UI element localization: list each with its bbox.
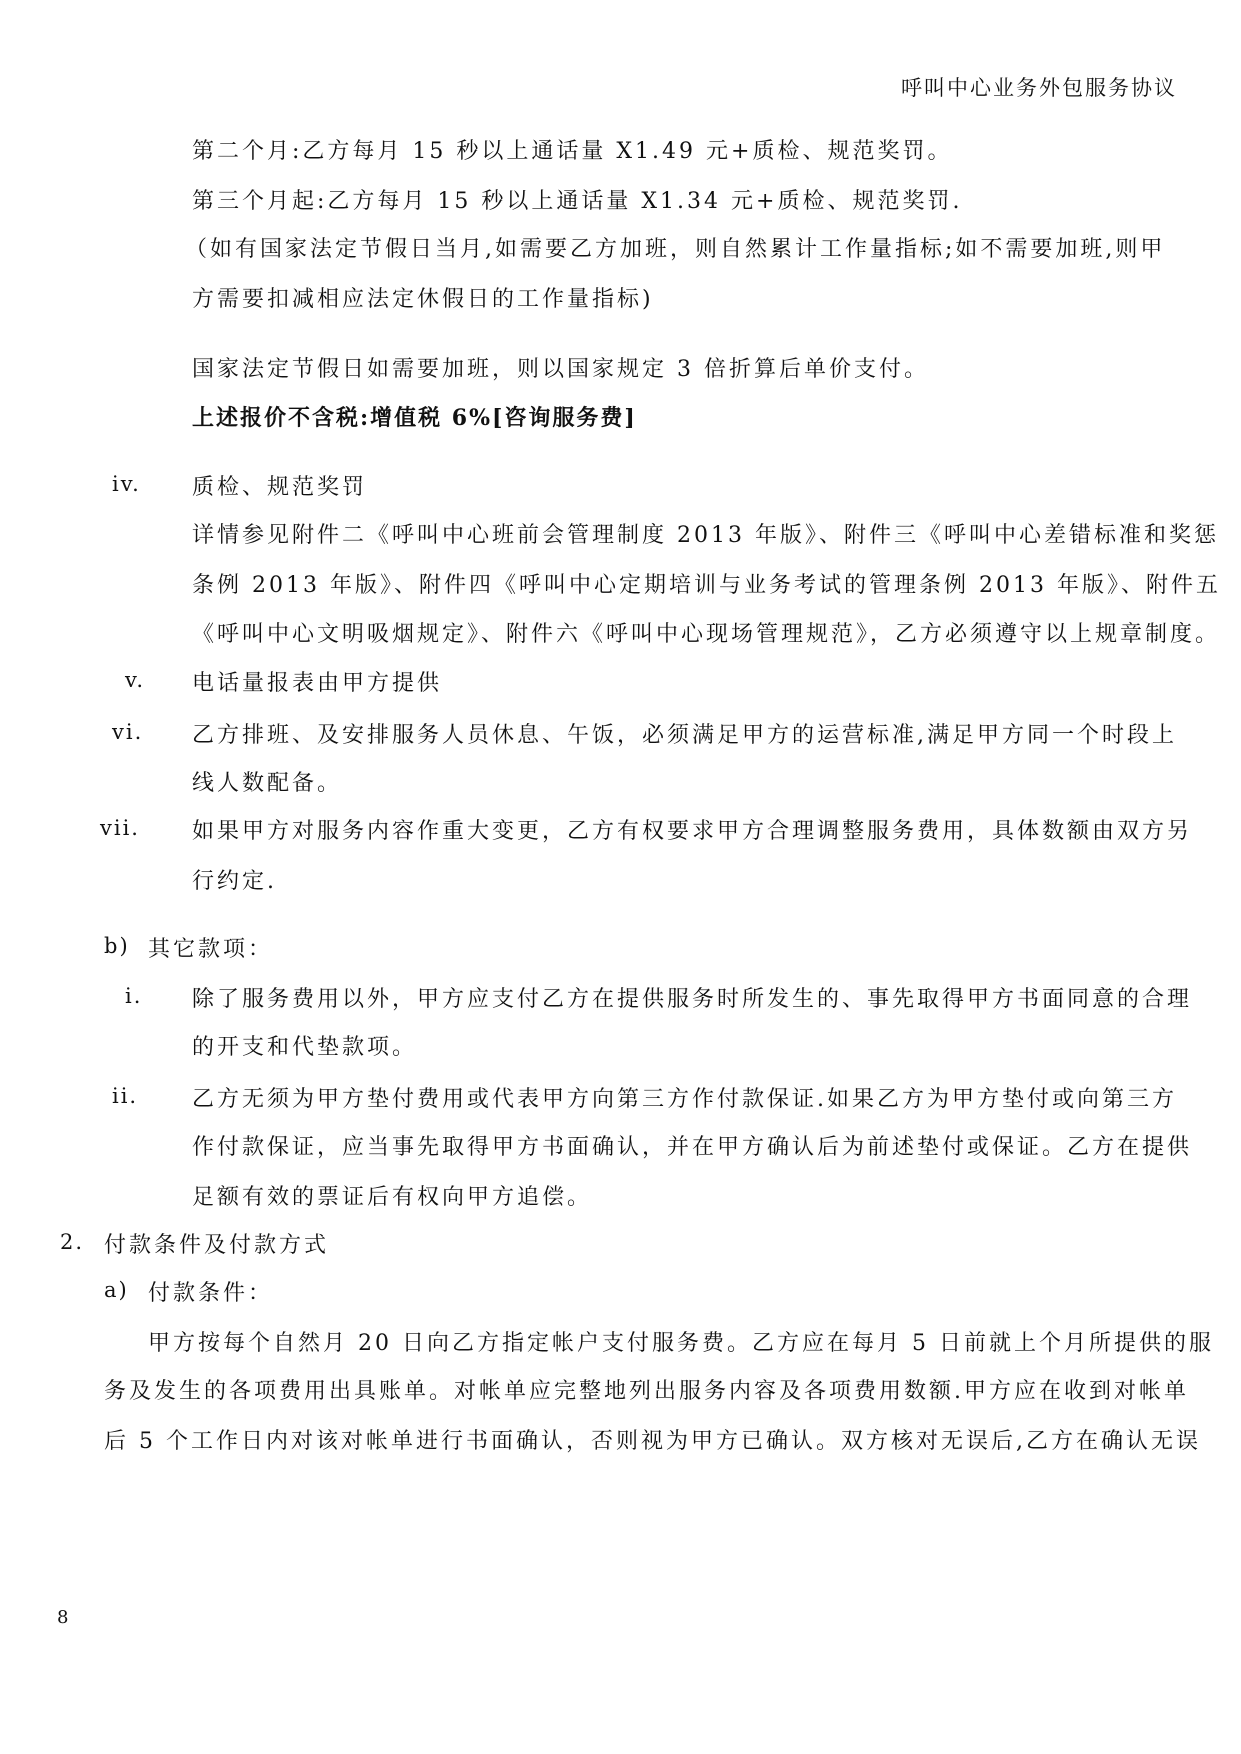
tax-note: 上述报价不含税:增值税 6%[咨询服务费] <box>192 405 637 431</box>
item-iv-line-1: 质检、规范奖罚 <box>192 475 368 500</box>
item-iv-line-3: 条例 2013 年版》、附件四《呼叫中心定期培训与业务考试的管理条例 2013 年版》、附件五 <box>192 573 1221 598</box>
item-vi-line-2: 线人数配备。 <box>192 771 343 796</box>
item-marker-iv: iv. <box>112 472 141 496</box>
section-b-item-ii-line-2: 作付款保证，应当事先取得甲方书面确认，并在甲方确认后为前述垫付或保证。乙方在提供 <box>192 1135 1193 1160</box>
item-vi-line-1: 乙方排班、及安排服务人员休息、午饭，必须满足甲方的运营标准,满足甲方同一个时段上 <box>192 723 1177 748</box>
section-b-item-ii-line-1: 乙方无须为甲方垫付费用或代表甲方向第三方作付款保证.如果乙方为甲方垫付或向第三方 <box>192 1087 1177 1112</box>
pricing-month3: 第三个月起:乙方每月 15 秒以上通话量 X1.34 元+质检、规范奖罚. <box>192 189 963 214</box>
section-2-marker: 2. <box>60 1230 85 1254</box>
item-marker-vi: vi. <box>112 720 144 744</box>
section-b-item-i-line-1: 除了服务费用以外，甲方应支付乙方在提供服务时所发生的、事先取得甲方书面同意的合理 <box>192 987 1193 1012</box>
section-2a-title: 付款条件： <box>148 1281 274 1306</box>
payment-paragraph-line-1: 甲方按每个自然月 20 日向乙方指定帐户支付服务费。乙方应在每月 5 日前就上个月所提供的服 <box>148 1331 1214 1356</box>
item-v-line-1: 电话量报表由甲方提供 <box>192 671 443 696</box>
holiday-note-line-2: 方需要扣减相应法定休假日的工作量指标) <box>192 287 654 312</box>
running-header: 呼叫中心业务外包服务协议 <box>901 76 1177 100</box>
section-b-item-i-line-2: 的开支和代垫款项。 <box>192 1035 418 1060</box>
section-b-item-marker-ii: ii. <box>112 1084 139 1108</box>
item-vii-line-2: 行约定. <box>192 869 277 894</box>
section-b-title: 其它款项： <box>148 937 274 962</box>
pricing-month2: 第二个月:乙方每月 15 秒以上通话量 X1.49 元+质检、规范奖罚。 <box>192 139 953 164</box>
payment-paragraph-line-2: 务及发生的各项费用出具账单。对帐单应完整地列出服务内容及各项费用数额.甲方应在收到对帐单 <box>104 1379 1189 1404</box>
page-number: 8 <box>57 1607 69 1628</box>
item-iv-line-2: 详情参见附件二《呼叫中心班前会管理制度 2013 年版》、附件三《呼叫中心差错标准和奖惩 <box>192 523 1219 548</box>
overtime-rule: 国家法定节假日如需要加班，则以国家规定 3 倍折算后单价支付。 <box>192 357 929 382</box>
section-2-title: 付款条件及付款方式 <box>104 1233 330 1258</box>
section-b-item-ii-line-3: 足额有效的票证后有权向甲方追偿。 <box>192 1185 593 1210</box>
holiday-note-line-1: （如有国家法定节假日当月,如需要乙方加班，则自然累计工作量指标;如不需要加班,则甲 <box>185 237 1166 262</box>
item-marker-v: v. <box>125 668 146 692</box>
item-marker-vii: vii. <box>100 816 140 840</box>
section-b-item-marker-i: i. <box>125 984 143 1008</box>
payment-paragraph-line-3: 后 5 个工作日内对该对帐单进行书面确认，否则视为甲方已确认。双方核对无误后,乙方在确认无误 <box>104 1429 1201 1454</box>
item-iv-line-4: 《呼叫中心文明吸烟规定》、附件六《呼叫中心现场管理规范》，乙方必须遵守以上规章制度。 <box>192 622 1221 647</box>
section-b-marker: b) <box>104 934 130 958</box>
section-2a-marker: a) <box>104 1278 129 1302</box>
item-vii-line-1: 如果甲方对服务内容作重大变更，乙方有权要求甲方合理调整服务费用，具体数额由双方另 <box>192 819 1193 844</box>
